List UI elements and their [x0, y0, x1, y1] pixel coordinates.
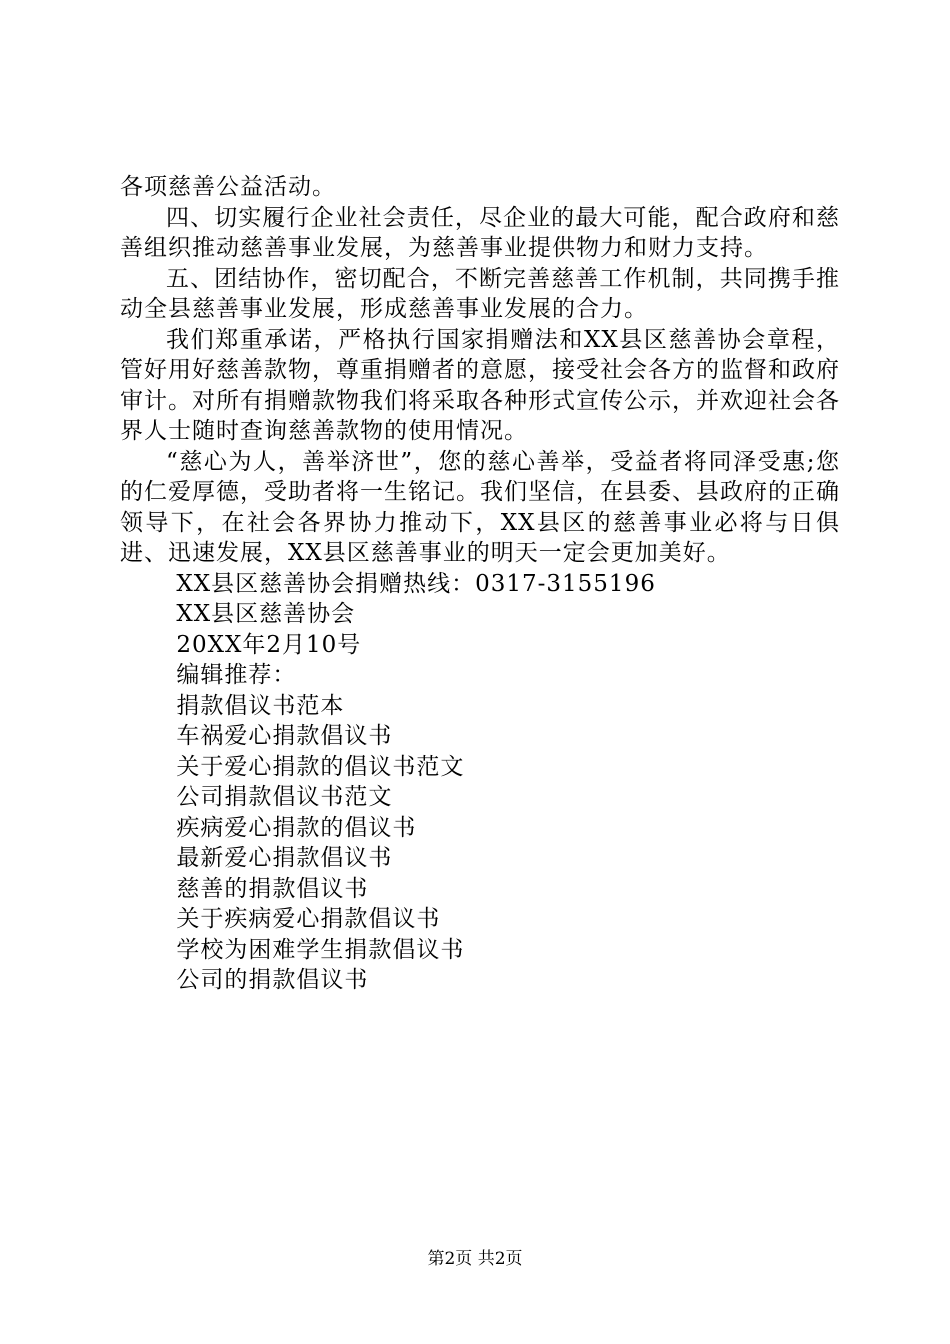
paragraph-continuation: 各项慈善公益活动。 — [120, 174, 336, 200]
recommendation-link[interactable]: 关于爱心捐款的倡议书范文 — [176, 753, 465, 780]
donation-hotline: XX县区慈善协会捐赠热线：0317-3155196 — [176, 570, 656, 597]
paragraph-closing: “慈心为人，善举济世”，您的慈心善举，受益者将同泽受惠;您的仁爱厚德，受助者将一生铭记。我们坚信，在县委、县政府的正确领导下，在社会各界协力推动下，XX县区的慈善事业必将与日俱进、迅速发展，XX县区慈善事业的明天一定会更加美好。 — [120, 448, 840, 566]
page-number-footer: 第2页 共2页 — [427, 1249, 523, 1269]
recommendation-link[interactable]: 车祸爱心捐款倡议书 — [176, 723, 393, 749]
recommendation-link[interactable]: 公司捐款倡议书范文 — [176, 784, 393, 810]
recommendation-link[interactable]: 关于疾病爱心捐款倡议书 — [176, 906, 441, 932]
recommendation-link[interactable]: 公司的捐款倡议书 — [176, 967, 369, 993]
recommendation-link[interactable]: 疾病爱心捐款的倡议书 — [176, 814, 417, 841]
paragraph-item-five: 五、团结协作，密切配合，不断完善慈善工作机制，共同携手推动全县慈善事业发展，形成慈善事业发展的合力。 — [120, 265, 840, 322]
paragraph-commitment: 我们郑重承诺，严格执行国家捐赠法和XX县区慈善协会章程，管好用好慈善款物，尊重捐赠者的意愿，接受社会各方的监督和政府审计。对所有捐赠款物我们将采取各种形式宣传公示，并欢迎社会各界人士随时查询慈善款物的使用情况。 — [120, 326, 840, 444]
signature-date: 20XX年2月10号 — [176, 631, 362, 658]
recommendations-heading: 编辑推荐： — [176, 662, 297, 688]
document-body — [120, 172, 840, 996]
recommendation-link[interactable]: 慈善的捐款倡议书 — [176, 875, 369, 902]
paragraph-item-four: 四、切实履行企业社会责任，尽企业的最大可能，配合政府和慈善组织推动慈善事业发展，为慈善事业提供物力和财力支持。 — [120, 204, 840, 261]
recommendations-list — [120, 691, 840, 996]
recommendation-link[interactable]: 捐款倡议书范本 — [176, 692, 345, 719]
recommendation-link[interactable]: 最新爱心捐款倡议书 — [176, 845, 393, 871]
signature-organization: XX县区慈善协会 — [176, 601, 356, 627]
recommendation-link[interactable]: 学校为困难学生捐款倡议书 — [176, 936, 465, 963]
